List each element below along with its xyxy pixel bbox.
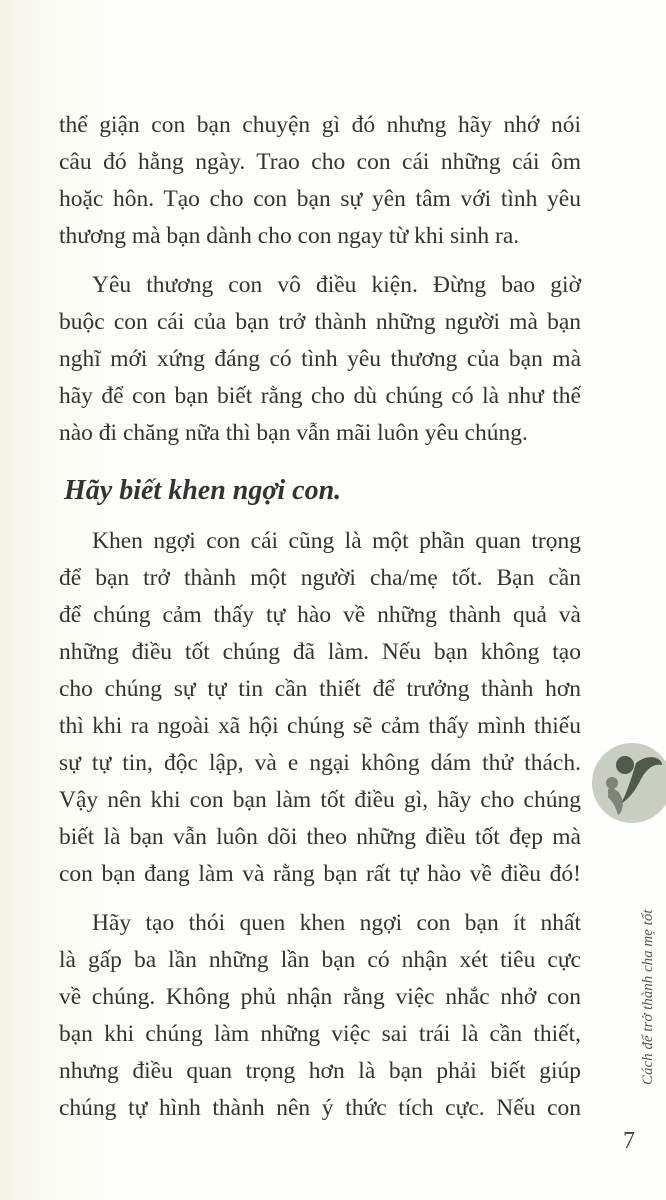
text-line: biết là bạn vẫn luôn dõi theo những điều tốt đẹp mà [59, 824, 581, 850]
text-line: về chúng. Không phủ nhận rằng việc nhắc nhở con [59, 984, 581, 1010]
text-line: buộc con cái của bạn trở thành những người mà bạn [59, 309, 581, 335]
text-line: con bạn đang làm và rằng bạn rất tự hào về điều đó! [59, 861, 581, 887]
text-line: Vậy nên khi con bạn làm tốt điều gì, hãy cho chúng [59, 787, 581, 813]
text-line: hãy để con bạn biết rằng cho dù chúng có là như thế [59, 383, 581, 409]
text-line: thể giận con bạn chuyện gì đó nhưng hãy nhớ nói [59, 112, 581, 138]
section-heading: Hãy biết khen ngợi con. [64, 475, 342, 506]
text-line: là gấp ba lần những lần bạn có nhận xét tiêu cực [59, 947, 581, 973]
text-line: những điều tốt chúng đã làm. Nếu bạn không tạo [59, 639, 581, 665]
text-line: thương mà bạn dành cho con ngay từ khi sinh ra. [59, 223, 520, 249]
text-line: để bạn trở thành một người cha/mẹ tốt. Bạn cần [59, 565, 581, 591]
text-line: thì khi ra ngoài xã hội chúng sẽ cảm thấy mình thiếu [59, 713, 581, 739]
text-line: cho chúng sự tự tin cần thiết để trưởng thành hơn [59, 676, 581, 702]
parent-child-emblem-icon [592, 743, 666, 823]
text-line: để chúng cảm thấy tự hào về những thành quả và [59, 602, 581, 628]
text-line: câu đó hằng ngày. Trao cho con cái những cái ôm [59, 149, 581, 175]
emblem-svg [592, 743, 666, 823]
running-title: Cách để trở thành cha mẹ tốt [640, 909, 656, 1085]
text-line: chúng tự hình thành nên ý thức tích cực. Nếu con [59, 1095, 581, 1121]
text-line: hoặc hôn. Tạo cho con bạn sự yên tâm với tình yêu [59, 186, 581, 212]
text-line: Hãy tạo thói quen khen ngợi con bạn ít nhất [92, 910, 581, 936]
text-line: Khen ngợi con cái cũng là một phần quan trọng [92, 528, 581, 554]
text-line: nhưng điều quan trọng hơn là bạn phải biết giúp [59, 1058, 581, 1084]
text-line: Yêu thương con vô điều kiện. Đừng bao giờ [92, 272, 581, 298]
text-line: nào đi chăng nữa thì bạn vẫn mãi luôn yêu chúng. [59, 420, 528, 446]
text-line: bạn khi chúng làm những việc sai trái là cần thiết, [59, 1021, 581, 1047]
page-number: 7 [623, 1128, 635, 1154]
text-line: sự tự tin, độc lập, và e ngại không dám thử thách. [59, 750, 581, 776]
text-line: nghĩ mới xứng đáng có tình yêu thương của bạn mà [59, 346, 581, 372]
